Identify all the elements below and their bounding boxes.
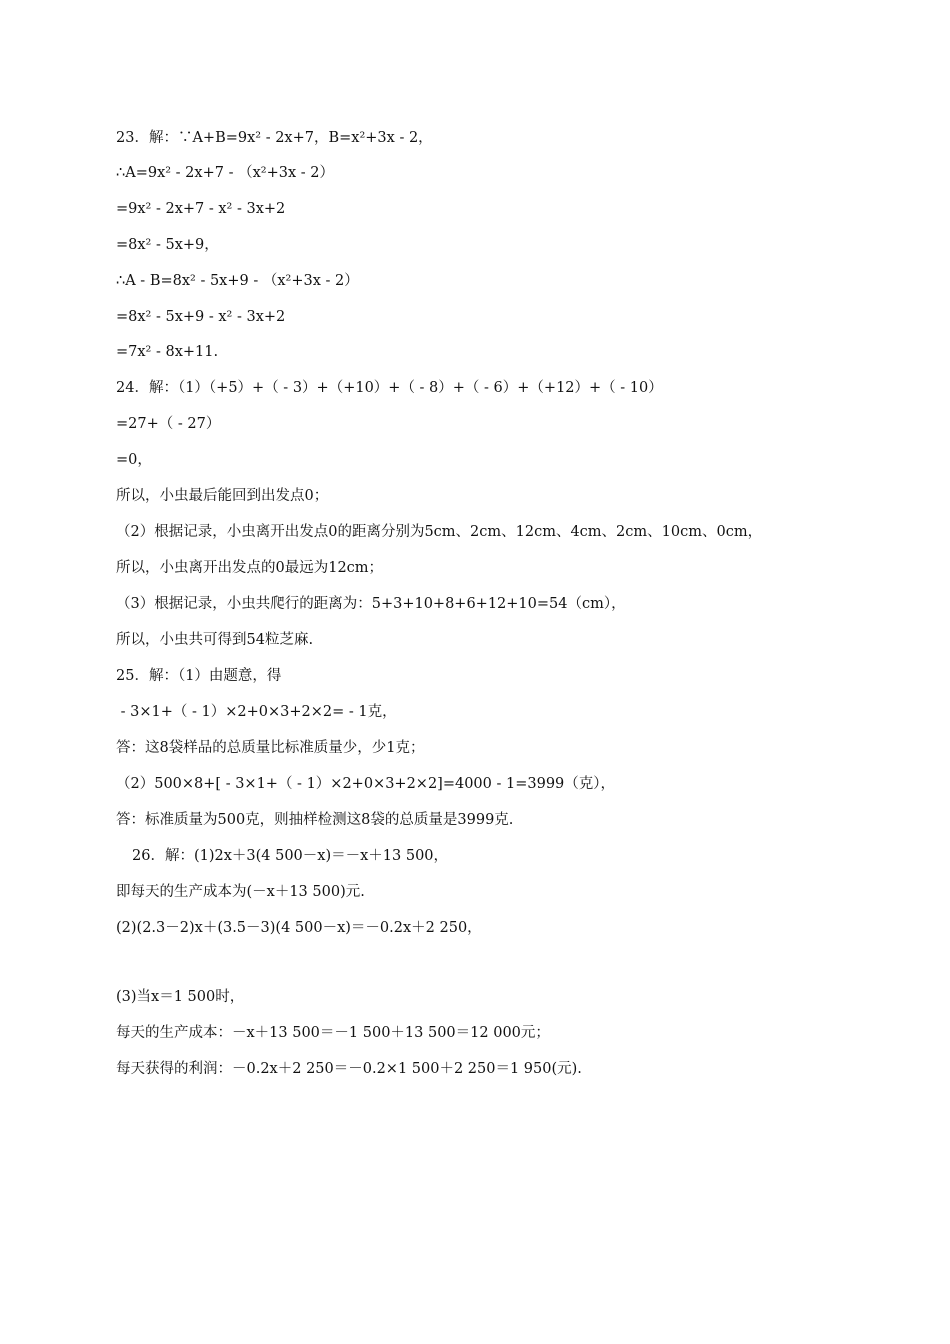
line-25-answer1: 答：这8袋样品的总质量比标准质量少，少1克；: [116, 740, 425, 756]
line-26-part1: 26．解：(1)2x＋3(4 500－x)＝－x＋13 500，: [132, 848, 449, 864]
line-24-conclusion2: 所以，小虫离开出发点的0最远为12cm；: [116, 560, 384, 576]
line-26-part2: (2)(2.3－2)x＋(3.5－3)(4 500－x)＝－0.2x＋2 250，: [116, 920, 482, 936]
line-24-part1: 24．解：（1）（+5）+（ - 3）+（+10）+（ - 8）+（ - 6）+（+12）+（ - 10）: [116, 380, 663, 396]
line-26-cost: 即每天的生产成本为(－x＋13 500)元.: [116, 884, 365, 900]
line-23-a-expr: ∴A=9x² - 2x+7 - （x²+3x - 2）: [116, 165, 334, 181]
line-23-final: =7x² - 8x+11.: [116, 344, 219, 360]
line-23-a-minus-b: ∴A - B=8x² - 5x+9 - （x²+3x - 2）: [116, 273, 359, 289]
line-25-part1: 25．解：（1）由题意，得: [116, 668, 282, 684]
line-23-a-minus-b-expand: =8x² - 5x+9 - x² - 3x+2: [116, 309, 286, 325]
line-23-a-result: =8x² - 5x+9，: [116, 237, 219, 253]
line-25-part2: （2）500×8+[ - 3×1+（ - 1）×2+0×3+2×2]=4000 - 1=3999（克），: [116, 776, 616, 792]
line-23-a-expand: =9x² - 2x+7 - x² - 3x+2: [116, 201, 286, 217]
line-24-conclusion1: 所以，小虫最后能回到出发点0；: [116, 488, 329, 504]
line-25-calc1: - 3×1+（ - 1）×2+0×3+2×2= - 1克，: [116, 704, 397, 720]
line-23-given: 23．解：∵A+B=9x² - 2x+7，B=x²+3x - 2，: [116, 130, 433, 146]
line-24-zero: =0，: [116, 452, 152, 468]
line-24-part3: （3）根据记录，小虫共爬行的距离为：5+3+10+8+6+12+10=54（cm），: [116, 596, 626, 612]
line-25-answer2: 答：标准质量为500克，则抽样检测这8袋的总质量是3999克.: [116, 812, 514, 828]
line-24-sum: =27+（ - 27）: [116, 416, 221, 432]
line-26-part3: (3)当x＝1 500时，: [116, 989, 245, 1005]
line-24-part2: （2）根据记录，小虫离开出发点0的距离分别为5cm、2cm、12cm、4cm、2cm、10cm、0cm，: [116, 524, 763, 540]
line-24-conclusion3: 所以，小虫共可得到54粒芝麻.: [116, 632, 314, 648]
line-26-daily-profit: 每天获得的利润：－0.2x＋2 250＝－0.2×1 500＋2 250＝1 950(元).: [116, 1061, 582, 1077]
line-26-daily-cost: 每天的生产成本：－x＋13 500＝－1 500＋13 500＝12 000元；: [116, 1025, 550, 1041]
